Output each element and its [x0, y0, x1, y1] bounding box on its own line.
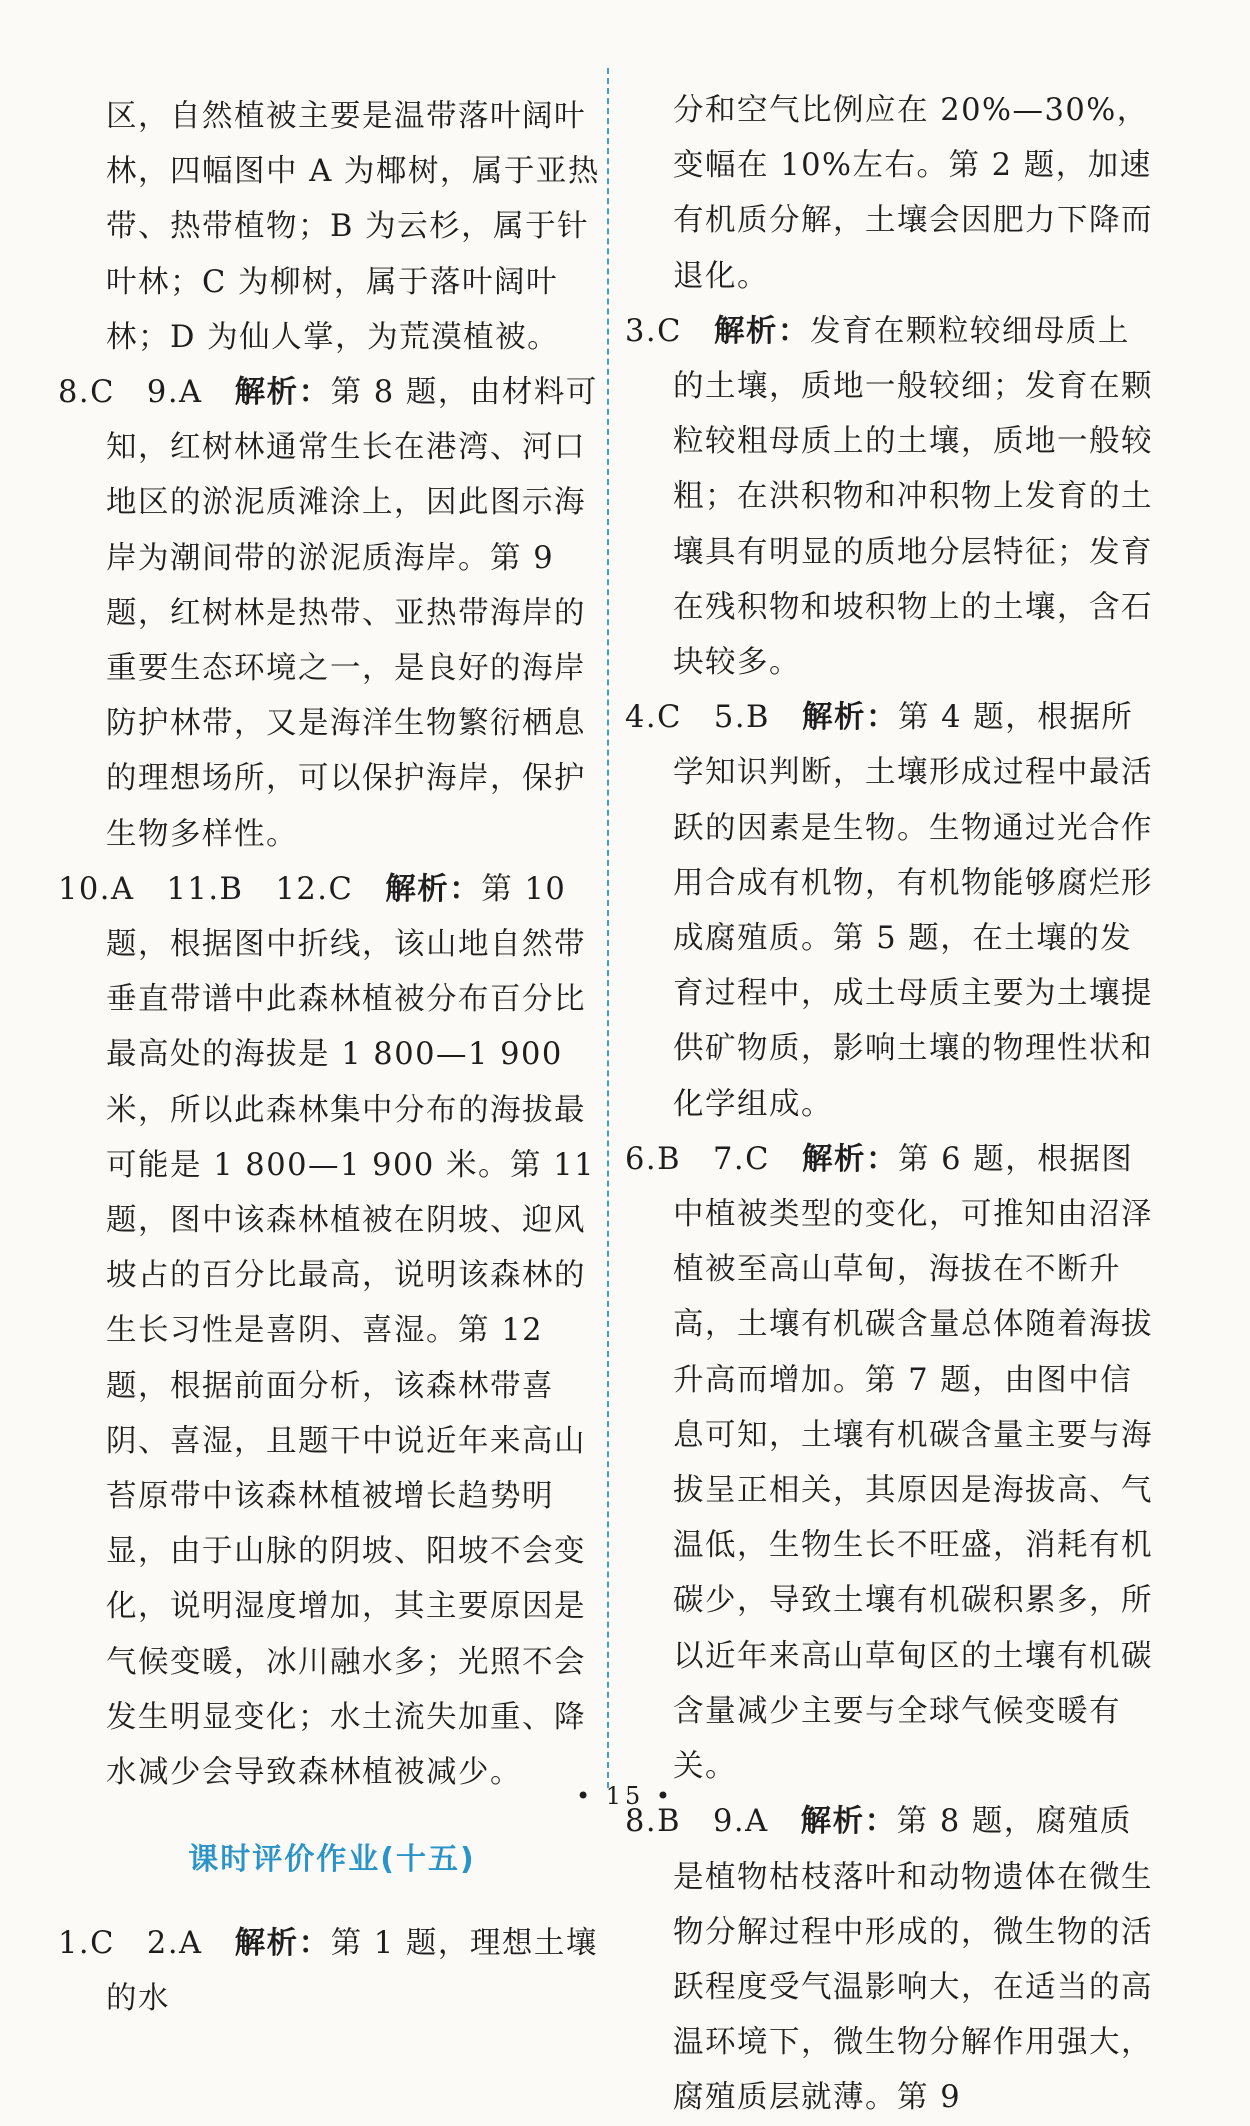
analysis-text: 第 10 题，根据图中折线，该山地自然带垂直带谱中此森林植被分布百分比最高处的海拔是 1 800—1 900 米，所以此森林集中分布的海拔最可能是 1 800—1 900 米。第 11 题，图中该森林植被在阴坡、迎风坡占的百分比最高，说明该森林的生长习性是喜阴、喜湿。第 12 题，根据前面分析，该森林带喜阴、喜湿，且题干中说近年来高山苔原带中该森林植被增长趋势明显，由于山脉的阴坡、阳坡不会变化，说明湿度增加，其主要原因是气候变暖，冰川融水多；光照不会发生明显变化；水土流失加重、降水减少会导致森林植被减少。 — [106, 871, 596, 1791]
answer-item-8-9 — [625, 1794, 1155, 2125]
analysis-text: 第 4 题，根据所学知识判断，土壤形成过程中最活跃的因素是生物。生物通过光合作用合成有机物，有机物能够腐烂形成腐殖质。第 5 题，在土壤的发育过程中，成土母质主要为土壤提供矿物质，影响土壤的物理性状和化学组成。 — [673, 700, 1153, 1122]
continued-paragraph: 分和空气比例应在 20%—30%，变幅在 10%左右。第 2 题，加速有机质分解，土壤会因肥力下降而退化。 — [673, 93, 1153, 294]
section-title: 课时评价作业(十五) — [188, 1842, 476, 1878]
analysis-label: 解析： — [713, 313, 810, 349]
right-column — [625, 83, 1155, 2126]
answer-item-3 — [625, 304, 1155, 690]
answer-item-4-5 — [625, 690, 1155, 1132]
analysis-label: 解析： — [234, 1925, 331, 1961]
analysis-label: 解析： — [801, 1141, 898, 1177]
analysis-text: 第 8 题，腐殖质是植物枯枝落叶和动物遗体在微生物分解过程中形成的，微生物的活跃程度受气温影响大，在适当的高温环境下，微生物分解作用强大，腐殖质层就薄。第 9 — [673, 1804, 1153, 2116]
analysis-label: 解析： — [800, 1804, 897, 1840]
page-number: • 15 • — [575, 1782, 675, 1810]
answer-numbers: 6.B 7.C — [625, 1141, 802, 1177]
answer-numbers: 8.B 9.A — [625, 1804, 801, 1840]
analysis-text: 第 1 题，理想土壤的水 — [106, 1925, 598, 2016]
analysis-label: 解析： — [801, 700, 898, 736]
answer-item-1-2 — [58, 1916, 606, 2026]
analysis-text: 发育在颗粒较细母质上的土壤，质地一般较细；发育在颗粒较粗母质上的土壤，质地一般较粗；在洪积物和冲积物上发育的土壤具有明显的质地分层特征；发育在残积物和坡积物上的土壤，含石块较多。 — [673, 313, 1153, 681]
analysis-label: 解析： — [234, 375, 331, 411]
answer-numbers: 8.C 9.A — [58, 375, 235, 411]
answer-numbers: 1.C 2.A — [58, 1925, 235, 1961]
answer-item-8-9 — [58, 365, 606, 862]
answer-numbers: 3.C — [625, 313, 714, 349]
intro-paragraph: 区，自然植被主要是温带落叶阔叶林，四幅图中 A 为椰树，属于亚热带、热带植物；B 为云杉，属于针叶林；C 为柳树，属于落叶阔叶林；D 为仙人掌，为荒漠植被。 — [106, 99, 600, 355]
answer-numbers: 4.C 5.B — [625, 700, 802, 736]
analysis-label: 解析： — [385, 871, 482, 907]
left-column — [58, 89, 606, 2026]
answer-numbers: 10.A 11.B 12.C — [58, 871, 386, 907]
answer-item-6-7 — [625, 1132, 1155, 1794]
answer-item-10-12 — [58, 862, 606, 1800]
analysis-text: 第 8 题，由材料可知，红树林通常生长在港湾、河口地区的淤泥质滩涂上，因此图示海岸为潮间带的淤泥质海岸。第 9 题，红树林是热带、亚热带海岸的重要生态环境之一，是良好的海岸防护林带，又是海洋生物繁衍栖息的理想场所，可以保护海岸，保护生物多样性。 — [106, 375, 598, 852]
column-divider — [607, 68, 609, 1788]
analysis-text: 第 6 题，根据图中植被类型的变化，可推知由沼泽植被至高山草甸，海拔在不断升高，土壤有机碳含量总体随着海拔升高而增加。第 7 题，由图中信息可知，土壤有机碳含量主要与海拔呈正相关，其原因是海拔高、气温低，生物生长不旺盛，消耗有机碳少，导致土壤有机碳积累多，所以近年来高山草甸区的土壤有机碳含量减少主要与全球气候变暖有关。 — [673, 1141, 1153, 1785]
